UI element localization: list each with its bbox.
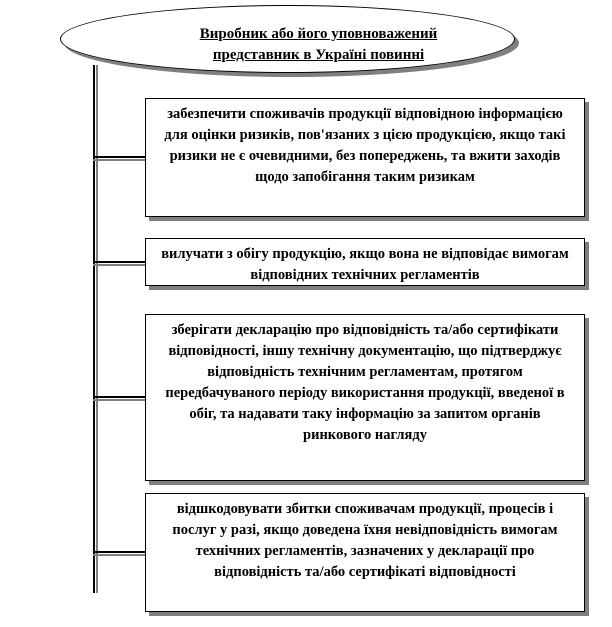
duty-box-store-documents <box>145 314 585 481</box>
duty-box-withdraw <box>145 238 585 286</box>
connector-branch-1 <box>93 156 145 158</box>
header-line-2: представник в Україні повинні <box>212 47 425 63</box>
connector-branch-2 <box>93 261 145 263</box>
duty-text-withdraw: вилучати з обігу продукцію, якщо вона не відповідає вимогам відповідних технічних регламентів <box>161 246 569 283</box>
duty-text-store-documents: зберігати декларацію про відповідність та/або сертифікати відповідності, іншу технічну документацію, що підтверджує відповідність технічним регламентам, протягом передбачуваного періоду використання продукції, введеної в обіг, та надавати таку інформацію за запитом органів ринкового нагляду <box>165 322 565 443</box>
duty-text-compensate: відшкодовувати збитки споживачам продукції, процесів і послуг у разі, якщо доведена їхня невідповідність вимогам технічних регламентів, зазначених у декларації про відповідність та/або сертифікаті відповідності <box>172 501 558 580</box>
duty-text-inform: забезпечити споживачів продукції відповідною інформацією для оцінки ризиків, пов'язаних з цією продукцією, якщо такі ризики не є очевидними, без попереджень, та вжити заходів щодо запобігання таким ризикам <box>164 106 566 185</box>
duty-box-inform <box>145 98 585 217</box>
header-line-1: Виробник або його уповноважений <box>199 26 438 42</box>
header-text <box>121 24 516 66</box>
connector-trunk <box>93 65 95 593</box>
connector-branch-4 <box>93 551 145 553</box>
header-ellipse <box>60 5 515 73</box>
connector-branch-3 <box>93 396 145 398</box>
duty-box-compensate <box>145 493 585 612</box>
